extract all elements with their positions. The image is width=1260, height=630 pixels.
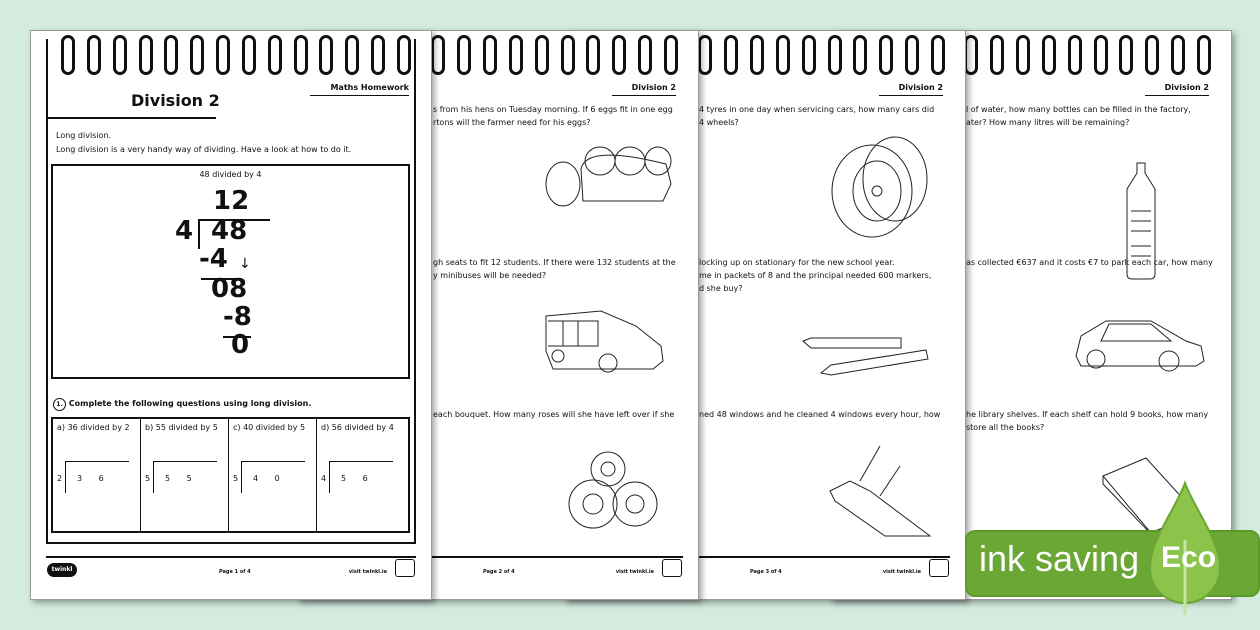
- page-number: Page 3 of 4: [750, 569, 782, 575]
- site-link[interactable]: visit twinkl.ie: [348, 569, 387, 575]
- question-text: he library shelves. If each shelf can hold 9 books, how many store all the books?: [966, 410, 1209, 432]
- intro-heading: Long division.: [56, 131, 112, 140]
- binding-ring: [397, 35, 411, 75]
- badge-text: ink saving: [979, 538, 1140, 579]
- binding-ring: [509, 35, 523, 75]
- binding-ring: [724, 35, 738, 75]
- worksheet-page-1: [30, 30, 432, 600]
- question-text: 4 tyres in one day when servicing cars, how many cars did 4 wheels?: [699, 105, 935, 127]
- binding-ring: [139, 35, 153, 75]
- binding-ring: [638, 35, 652, 75]
- binding-ring: [990, 35, 1004, 75]
- binding-ring: [828, 35, 842, 75]
- dividend: 48: [211, 216, 248, 246]
- binding-ring: [586, 35, 600, 75]
- binding-ring: [431, 35, 445, 75]
- spiral-binding: [61, 35, 411, 75]
- quality-seal-icon: [662, 559, 682, 577]
- quality-seal-icon: [929, 559, 949, 577]
- binding-ring: [1042, 35, 1056, 75]
- page-header: Division 2: [1145, 83, 1209, 96]
- question-text: each bouquet. How many roses will she have left over if she: [433, 410, 675, 419]
- problem-cell[interactable]: a) 36 divided by 2 2 3 6: [53, 419, 141, 531]
- binding-ring: [242, 35, 256, 75]
- binding-ring: [113, 35, 127, 75]
- binding-ring: [802, 35, 816, 75]
- binding-ring: [1145, 35, 1159, 75]
- roses-illustration: [563, 449, 663, 534]
- binding-ring: [457, 35, 471, 75]
- page-header: Maths Homework: [310, 83, 409, 96]
- markers-illustration: [801, 331, 936, 376]
- question-text: locking up on stationary for the new school year. me in packets of 8 and the principal needed 600 markers, d she buy?: [699, 258, 932, 293]
- question-text: Complete the following questions using long division.: [68, 399, 312, 408]
- binding-ring: [319, 35, 333, 75]
- binding-ring: [268, 35, 282, 75]
- problem-cell[interactable]: b) 55 divided by 5 5 5 5: [141, 419, 229, 531]
- problem-cell[interactable]: c) 40 divided by 5 5 4 0: [229, 419, 317, 531]
- question-text: l of water, how many bottles can be filled in the factory, ater? How many litres will be remaining?: [966, 105, 1191, 127]
- spray-bottle-illustration: [825, 441, 935, 541]
- binding-ring: [345, 35, 359, 75]
- binding-ring: [664, 35, 678, 75]
- question-text: as collected €637 and it costs €7 to park each car, how many: [966, 258, 1213, 267]
- question-number: 1.: [53, 398, 66, 411]
- question-text: ned 48 windows and he cleaned 4 windows every hour, how: [699, 410, 941, 419]
- subtract-step: -8: [223, 302, 252, 332]
- page-title: Division 2: [131, 91, 220, 110]
- title-underline: [46, 117, 216, 119]
- binding-ring: [905, 35, 919, 75]
- problems-table: [51, 417, 410, 533]
- intro-text: Long division is a very handy way of dividing. Have a look at how to do it.: [56, 145, 352, 154]
- divisor: 4: [175, 216, 194, 246]
- binding-ring: [750, 35, 764, 75]
- binding-ring: [371, 35, 385, 75]
- quotient: 12: [213, 186, 250, 216]
- tyre-illustration: [827, 131, 932, 241]
- example-box: [51, 164, 410, 379]
- binding-ring: [216, 35, 230, 75]
- remainder: 0: [231, 330, 250, 360]
- binding-ring: [1068, 35, 1082, 75]
- page-number: Page 1 of 4: [219, 569, 251, 575]
- binding-ring: [964, 35, 978, 75]
- example-caption: 48 divided by 4: [199, 170, 262, 179]
- binding-ring: [1197, 35, 1211, 75]
- subtract-step: -4: [199, 244, 228, 274]
- page-header: Division 2: [612, 83, 676, 96]
- footer-divider: [46, 556, 416, 558]
- binding-ring: [535, 35, 549, 75]
- binding-ring: [931, 35, 945, 75]
- binding-ring: [87, 35, 101, 75]
- binding-ring: [294, 35, 308, 75]
- binding-ring: [61, 35, 75, 75]
- page-header: Division 2: [879, 83, 943, 96]
- bring-down-arrow: ↓: [239, 256, 251, 272]
- binding-ring: [561, 35, 575, 75]
- binding-ring: [483, 35, 497, 75]
- binding-ring: [1171, 35, 1185, 75]
- binding-ring: [612, 35, 626, 75]
- car-illustration: [1071, 311, 1206, 376]
- binding-ring: [776, 35, 790, 75]
- question-text: s from his hens on Tuesday morning. If 6 eggs fit in one egg rtons will the farmer need for his eggs?: [433, 105, 673, 127]
- binding-ring: [1119, 35, 1133, 75]
- site-link[interactable]: visit twinkl.ie: [615, 569, 654, 575]
- binding-ring: [190, 35, 204, 75]
- page-number: Page 2 of 4: [483, 569, 515, 575]
- egg-carton-illustration: [543, 139, 673, 209]
- quality-seal-icon: [395, 559, 415, 577]
- eco-label: Eco: [1161, 541, 1217, 574]
- subtract-step: 08: [211, 274, 248, 304]
- binding-ring: [1016, 35, 1030, 75]
- binding-ring: [879, 35, 893, 75]
- twinkl-logo: twinkl: [47, 563, 77, 577]
- binding-ring: [164, 35, 178, 75]
- question-text: gh seats to fit 12 students. If there were 132 students at the y minibuses will be needed?: [433, 258, 676, 280]
- binding-ring: [853, 35, 867, 75]
- question-1: [53, 397, 311, 411]
- problem-cell[interactable]: d) 56 divided by 4 4 5 6: [317, 419, 408, 531]
- binding-ring: [1094, 35, 1108, 75]
- binding-ring: [698, 35, 712, 75]
- minibus-illustration: [543, 301, 668, 381]
- site-link[interactable]: visit twinkl.ie: [882, 569, 921, 575]
